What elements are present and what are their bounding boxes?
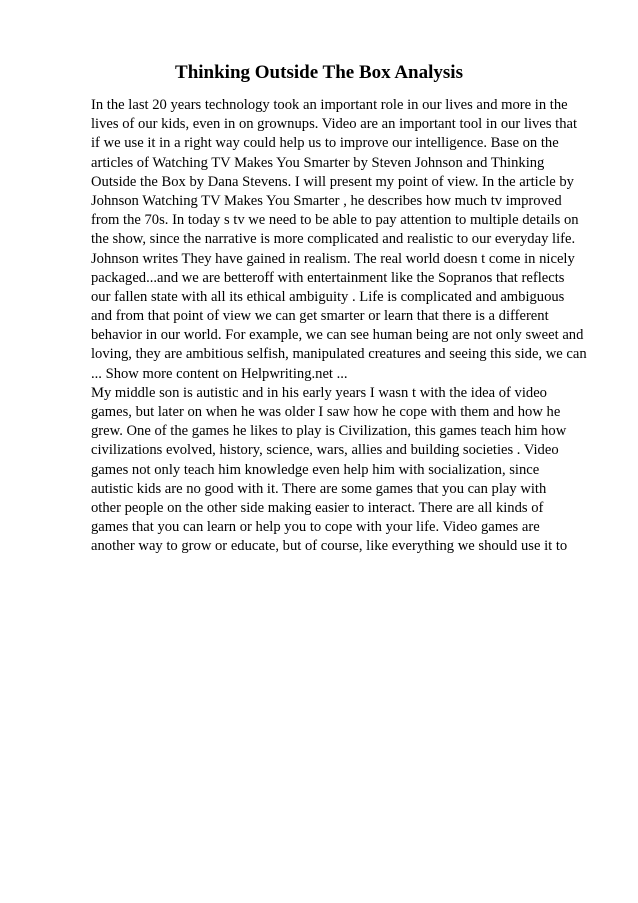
body-line: games that you can learn or help you to cope with your life. Video games are (91, 519, 540, 536)
body-line: behavior in our world. For example, we can see human being are not only sweet and (91, 327, 584, 344)
body-line: Johnson Watching TV Makes You Smarter , he describes how much tv improved (91, 192, 562, 209)
body-line: My middle son is autistic and in his early years I wasn t with the idea of video (91, 384, 547, 401)
show-more-line: ... Show more content on Helpwriting.net ... (91, 365, 348, 382)
body-line: our fallen state with all its ethical ambiguity . Life is complicated and ambiguous (91, 288, 565, 305)
body-line: civilizations evolved, history, science, wars, allies and building societies . Video (91, 442, 559, 459)
body-line: grew. One of the games he likes to play is Civilization, this games teach him how (91, 423, 567, 440)
body-line: In the last 20 years technology took an important role in our lives and more in the (91, 97, 568, 113)
body-line: games, but later on when he was older I saw how he cope with them and how he (91, 404, 561, 420)
body-line: from the 70s. In today s tv we need to be able to pay attention to multiple details on (91, 212, 579, 229)
document-body (91, 96, 611, 557)
body-line: another way to grow or educate, but of course, like everything we should use it to (91, 538, 568, 555)
body-line: loving, they are ambitious selfish, manipulated creatures and seeing this side, we can (91, 346, 587, 363)
body-line: lives of our kids, even in on grownups. Video are an important tool in our lives that (91, 116, 578, 133)
document-title: Thinking Outside The Box Analysis (175, 62, 463, 83)
body-line: autistic kids are no good with it. There are some games that you can play with (91, 480, 547, 497)
body-line: if we use it in a right way could help us to improve our intelligence. Base on the (91, 135, 559, 152)
body-line: packaged...and we are betteroff with entertainment like the Sopranos that reflects (91, 269, 565, 286)
body-line: games not only teach him knowledge even help him with socialization, since (91, 461, 540, 478)
body-line: articles of Watching TV Makes You Smarter by Steven Johnson and Thinking (91, 154, 545, 171)
body-line: Outside the Box by Dana Stevens. I will present my point of view. In the article by (91, 173, 574, 190)
body-line: the show, since the narrative is more complicated and realistic to our everyday life. (91, 231, 576, 248)
body-line: Johnson writes They have gained in realism. The real world doesn t come in nicely (91, 250, 575, 267)
body-line: other people on the other side making easier to interact. There are all kinds of (91, 499, 544, 516)
body-line: and from that point of view we can get smarter or learn that there is a different (91, 308, 549, 325)
